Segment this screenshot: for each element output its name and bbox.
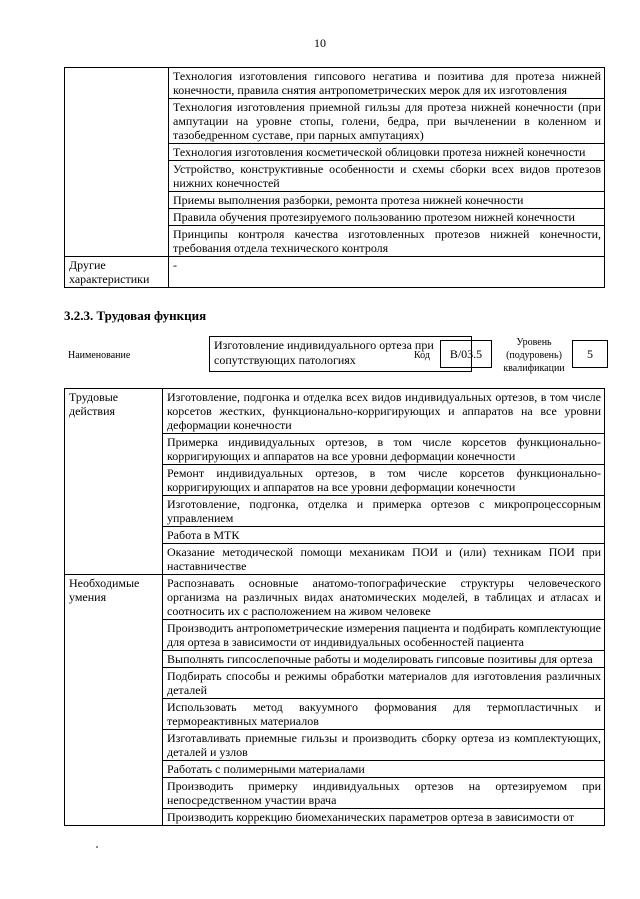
skill-item: Производить примерку индивидуальных ортезов на ортезируемом при непосредственном участии врача [163, 778, 605, 809]
action-item: Оказание методической помощи механикам ПОИ и (или) техникам ПОИ при наставничестве [163, 544, 605, 575]
knowledge-item: Технология изготовления косметической облицовки протеза нижней конечности [169, 144, 605, 161]
knowledge-item: Правила обучения протезируемого пользованию протезом нижней конечности [169, 209, 605, 226]
knowledge-item: Принципы контроля качества изготовленных протезов нижней конечности, требования отдела технического контроля [169, 226, 605, 257]
code-value: В/03.5 [440, 340, 492, 368]
action-item: Работа в МТК [163, 527, 605, 544]
knowledge-item: Приемы выполнения разборки, ремонта протеза нижней конечности [169, 192, 605, 209]
action-item: Изготовление, подгонка, отделка и примерка ортезов с микропроцессорным управлением [163, 496, 605, 527]
other-characteristics-label: Другие характеристики [65, 257, 169, 288]
skill-item: Выполнять гипсослепочные работы и моделировать гипсовые позитивы для ортеза [163, 651, 605, 668]
actions-label: Трудовые действия [65, 389, 163, 575]
labor-function-table [64, 388, 605, 826]
skill-item: Использовать метод вакуумного формования для термопластичных и термореактивных материалов [163, 699, 605, 730]
knowledge-item: Технология изготовления приемной гильзы для протеза нижней конечности (при ампутации на уровне стопы, голени, бедра, при вычленении в коленном и тазобедренном суставе, при парных ампутациях) [169, 99, 605, 144]
table-row [65, 257, 605, 288]
table-row [65, 68, 605, 99]
section-heading: 3.2.3. Трудовая функция [64, 308, 207, 323]
skill-item: Подбирать способы и режимы обработки материалов для изготовления различных деталей [163, 668, 605, 699]
action-item: Изготовление, подгонка и отделка всех видов индивидуальных ортезов, в том числе корсетов жестких, функционально-корригирующих и аппаратов на все уровни деформации конечности [163, 389, 605, 434]
skill-item: Производить антропометрические измерения пациента и подбирать комплектующие для ортеза в зависимости от индивидуальных особенностей пациента [163, 620, 605, 651]
action-item: Примерка индивидуальных ортезов, в том числе корсетов функционально-корригирующих и аппаратов на все уровни деформации конечности [163, 434, 605, 465]
table-row [65, 575, 605, 620]
skill-item: Распознавать основные анатомо-топографические структуры человеческого организма на различных видах анатомических моделей, в таблицах и атласах и соотносить их с расположением на живом человеке [163, 575, 605, 620]
scan-speck [96, 846, 98, 848]
knowledge-table-continued [64, 67, 605, 288]
other-characteristics-value: - [169, 257, 605, 288]
action-item: Ремонт индивидуальных ортезов, в том числе корсетов функционально-корригирующих и аппаратов на все уровни деформации конечности [163, 465, 605, 496]
skill-item: Производить коррекцию биомеханических параметров ортеза в зависимости от [163, 809, 605, 826]
skills-label: Необходимые умения [65, 575, 163, 826]
name-value: Изготовление индивидуального ортеза при сопутствующих патологиях [209, 336, 472, 372]
function-header-row [64, 336, 608, 378]
code-label: Код [414, 350, 430, 361]
page-number: 10 [314, 36, 326, 50]
name-label: Наименование [68, 350, 131, 361]
level-value: 5 [572, 340, 608, 368]
knowledge-item: Устройство, конструктивные особенности и схемы сборки всех видов протезов нижних конечностей [169, 161, 605, 192]
knowledge-item: Технология изготовления гипсового негатива и позитива для протеза нижней конечности, правила снятия антропометрических мерок для их изготовления [169, 68, 605, 99]
level-label: Уровень (подуровень) квалификации [503, 337, 565, 374]
skill-item: Изготавливать приемные гильзы и производить сборку ортеза из комплектующих, деталей и узлов [163, 730, 605, 761]
table-row [65, 389, 605, 434]
empty-label-cell [65, 68, 169, 257]
skill-item: Работать с полимерными материалами [163, 761, 605, 778]
